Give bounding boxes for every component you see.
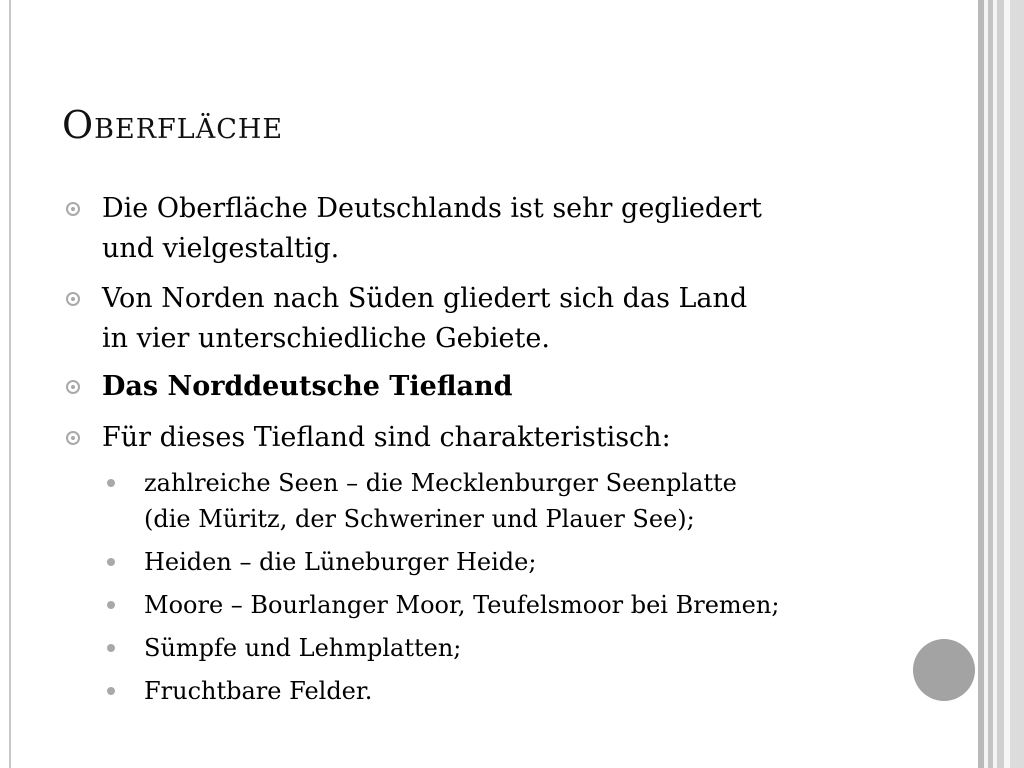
- bullet-item: Von Norden nach Süden gliedert sich das Land: [102, 283, 748, 314]
- bullet-item-heading: Das Norddeutsche Tiefland: [102, 371, 513, 402]
- decorative-circle: [913, 639, 975, 701]
- bullet-item-continuation: in vier unterschiedliche Gebiete.: [102, 323, 550, 354]
- right-decor-stripe: [997, 0, 1004, 768]
- ring-bullet-icon: [66, 202, 80, 216]
- sub-bullet-item: zahlreiche Seen – die Mecklenburger Seenplatte: [144, 469, 737, 497]
- dot-bullet-icon: [107, 644, 115, 652]
- dot-bullet-icon: [107, 601, 115, 609]
- slide-title: Oberfläche: [62, 103, 284, 147]
- bullet-item: Für dieses Tiefland sind charakteristisch:: [102, 422, 671, 453]
- ring-bullet-icon: [66, 431, 80, 445]
- sub-bullet-item: Sümpfe und Lehmplatten;: [144, 634, 462, 662]
- sub-bullet-item: Heiden – die Lüneburger Heide;: [144, 548, 537, 576]
- bullet-item-continuation: und vielgestaltig.: [102, 233, 340, 264]
- bullet-item: Die Oberfläche Deutschlands ist sehr gegliedert: [102, 193, 762, 224]
- dot-bullet-icon: [107, 558, 115, 566]
- left-border-line: [9, 0, 11, 768]
- sub-bullet-item: Fruchtbare Felder.: [144, 677, 373, 705]
- dot-bullet-icon: [107, 479, 115, 487]
- right-decor-stripe: [1010, 0, 1024, 768]
- dot-bullet-icon: [107, 687, 115, 695]
- sub-bullet-item: Moore – Bourlanger Moor, Teufelsmoor bei Bremen;: [144, 591, 780, 619]
- ring-bullet-icon: [66, 292, 80, 306]
- ring-bullet-icon: [66, 380, 80, 394]
- sub-bullet-item-continuation: (die Müritz, der Schweriner und Plauer See);: [144, 505, 695, 533]
